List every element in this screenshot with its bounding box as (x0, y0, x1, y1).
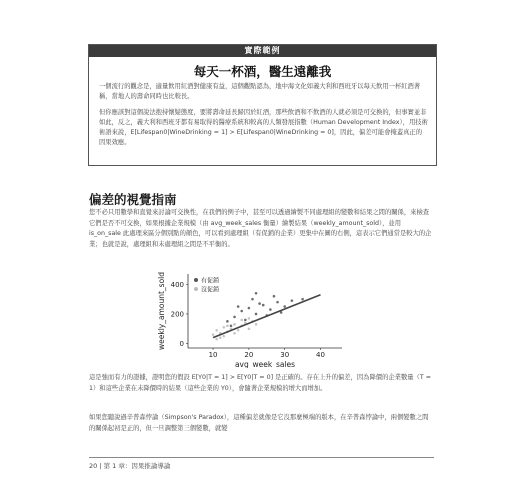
example-tag: 實際範例 (89, 45, 436, 57)
data-point (248, 317, 251, 320)
example-paragraph-2: 但你應該對這個說法抱持懷疑態度，要將壽命延長歸因於紅酒，那些飲酒和不飲酒的人就必須是可交換的，但事實並非如此，反之，義大利和西班牙都有易取得的醫療系統和較高的人類發展指數（Human Development Index），用技術術語來說，E[Lifespan0|WineDrinking = 1] > E[Lifespan0|WineDrinking = 0]，因此，偏差可能會掩蓋真正的因果效應。 (99, 109, 428, 146)
x-tick-label: 30 (280, 351, 290, 359)
data-point (230, 325, 233, 328)
data-point (233, 323, 236, 326)
data-point (258, 302, 261, 305)
data-point (269, 308, 272, 311)
example-title: 每天一杯酒，醫生遠離我 (193, 64, 332, 79)
data-point (240, 319, 243, 322)
trend-line (213, 295, 320, 338)
data-point (212, 333, 215, 336)
data-point (223, 335, 226, 338)
data-point (233, 316, 236, 319)
y-tick-label: 0 (179, 340, 184, 349)
data-point (276, 301, 279, 304)
data-point (237, 329, 240, 332)
body-paragraph-1: 您不必只用數學和直覺來討論可交換性，在我們的例子中，甚至可以透過繪製不同處理組的變數和結果之間的關係，來檢查它們是否不可交換，如果根據企業規模（由 avg_week_sales 衡量）繪製結果（weekly_amount_sold），並用 is_on_sale 此處理來區分個別點的顏色，可以看到處理組（有促銷的企業）更集中在圖的右側，這表示它們通常是較大的企業；也就是說，處理組和未處理組之間是不平衡的。 (89, 209, 432, 248)
body-paragraph-3: 如果您聽說過辛普森悖論（Simpson's Paradox），這種偏差就像是它沒那麼極端的版本，在辛普森悖論中，兩個變數之間的關係起初是正的，但一旦調整第三個變數，就變 (89, 414, 429, 432)
legend-label: 有促銷 (201, 277, 220, 285)
data-point (244, 319, 247, 322)
data-point (262, 304, 265, 307)
data-point (215, 338, 218, 341)
x-tick-label: 40 (316, 351, 325, 359)
scatter-chart (150, 268, 350, 368)
data-point (233, 332, 236, 335)
footer-rule (89, 457, 434, 458)
chart-svg (150, 268, 350, 368)
legend-label: 沒促銷 (201, 286, 220, 294)
data-point (219, 336, 222, 339)
footer-text: 20 | 第 1 章：因果推論導論 (89, 462, 171, 470)
data-point (240, 310, 243, 313)
x-tick-label: 20 (244, 351, 254, 359)
example-paragraph-1: 一個流行的觀念是，適量飲用紅酒對健康有益，這個觀點認為，地中海文化如義大利和西班牙以每天飲用一杯紅酒著稱，當地人的壽命同時也比較長。 (99, 83, 421, 100)
x-axis-label: avg_week_sales (234, 360, 296, 368)
data-point (255, 313, 258, 316)
data-point (301, 298, 304, 301)
data-point (237, 305, 240, 308)
x-tick-label: 10 (208, 351, 218, 359)
legend-marker (194, 278, 198, 282)
data-point (251, 298, 254, 301)
legend-marker (194, 287, 198, 291)
data-point (255, 323, 258, 326)
y-axis-label: weekly_amount_sold (157, 271, 166, 351)
y-tick-label: 400 (170, 280, 184, 289)
data-point (255, 292, 258, 295)
data-point (226, 325, 229, 328)
data-point (291, 299, 294, 302)
data-point (283, 305, 286, 308)
data-point (273, 295, 276, 298)
data-point (248, 307, 251, 310)
section-heading: 偏差的視覺指南 (89, 192, 177, 207)
data-point (248, 327, 251, 330)
data-point (215, 329, 218, 332)
data-point (226, 320, 229, 323)
example-box (88, 44, 437, 166)
data-point (223, 326, 226, 329)
y-tick-label: 200 (170, 310, 184, 319)
body-paragraph-2: 這是強而有力的證據，證明您的假設 E[Y0|T = 1] > E[Y0|T = 0] 是正確的。存在上升的偏差，因為降價的企業數量（T = 1）和這些企業在未降價時的結果（這些企業的 Y0），會隨著企業規模的增大而增加。 (89, 374, 431, 392)
